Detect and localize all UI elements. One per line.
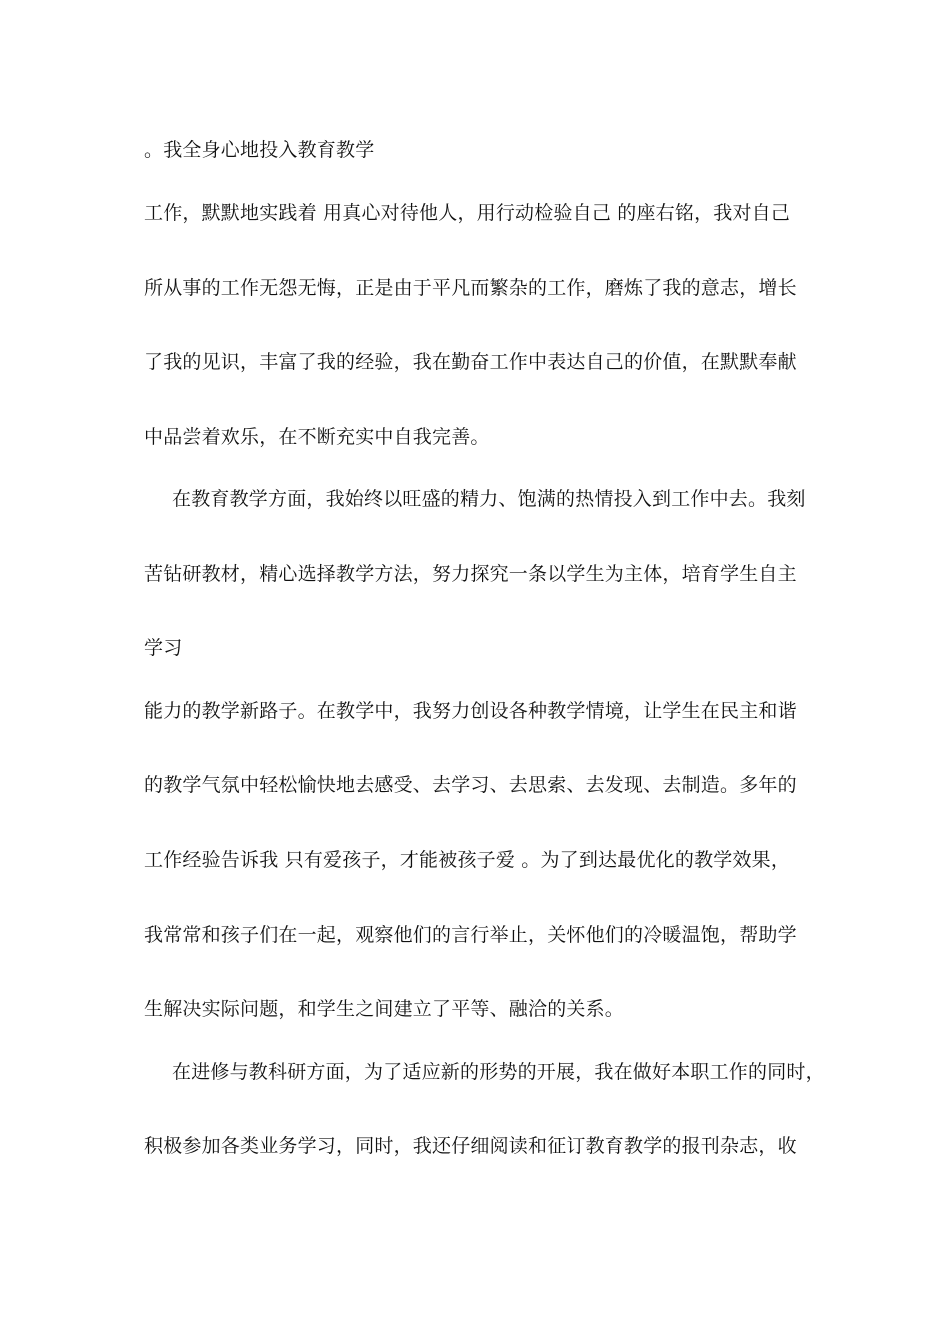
text-line: 能力的教学新路子。在教学中，我努力创设各种教学情境，让学生在民主和谐: [144, 700, 797, 722]
text-line: 苦钻研教材，精心选择教学方法，努力探究一条以学生为主体，培育学生自主: [144, 563, 797, 585]
text-line: 所从事的工作无怨无悔，正是由于平凡而繁杂的工作，磨炼了我的意志，增长: [144, 277, 797, 299]
text-line: 生解决实际问题，和学生之间建立了平等、融洽的关系。: [144, 998, 625, 1020]
text-line: 学习: [144, 637, 183, 659]
text-line: 工作，默默地实践着 用真心对待他人，用行动检验自己 的座右铭，我对自己: [144, 202, 791, 224]
paragraph-start-line: 在进修与教科研方面，为了适应新的形势的开展，我在做好本职工作的同时，: [172, 1061, 825, 1083]
text-line: 的教学气氛中轻松愉快地去感受、去学习、去思索、去发现、去制造。多年的: [144, 774, 797, 796]
text-line: 我常常和孩子们在一起，观察他们的言行举止，关怀他们的冷暖温饱，帮助学: [144, 924, 797, 946]
text-line: 中品尝着欢乐，在不断充实中自我完善。: [144, 426, 490, 448]
text-line: 了我的见识，丰富了我的经验，我在勤奋工作中表达自己的价值，在默默奉献: [144, 351, 797, 373]
text-line: 积极参加各类业务学习，同时，我还仔细阅读和征订教育教学的报刊杂志，收: [144, 1135, 797, 1157]
paragraph-start-line: 在教育教学方面，我始终以旺盛的精力、饱满的热情投入到工作中去。我刻: [172, 488, 806, 510]
text-line: 工作经验告诉我 只有爱孩子，才能被孩子爱 。为了到达最优化的教学效果，: [144, 849, 791, 871]
text-line: 。我全身心地投入教育教学: [144, 139, 375, 161]
